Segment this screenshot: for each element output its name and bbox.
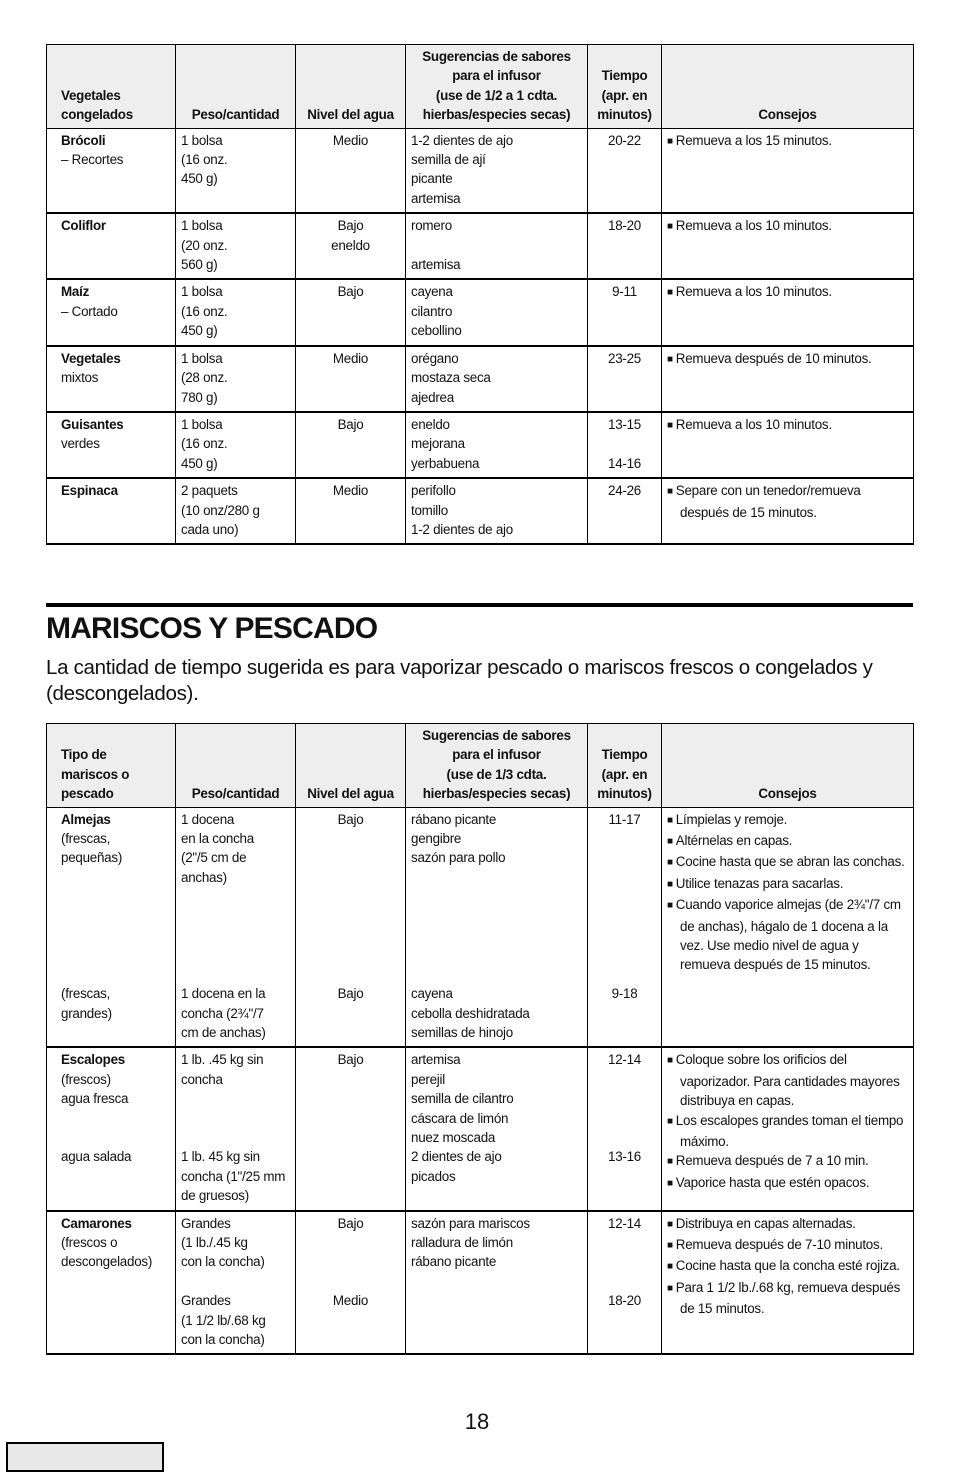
cell-line [61,868,170,887]
cell-flavors [406,807,588,1047]
tip-bullet: ■ Límpielas y remoje. [667,810,908,831]
cell-line [181,1128,290,1147]
header-line: Nivel del agua [307,786,394,802]
footer-box [6,1442,164,1472]
cell-line: 450 g) [181,323,218,339]
cell-line [61,887,170,906]
header-col4 [406,45,588,129]
cell-line: rábano picante [411,811,497,827]
tip-bullet: ■ Remueva a los 15 minutos. [667,131,908,152]
cell-line: mejorana [411,436,465,452]
cell-line [593,868,656,887]
tip-bullet: ■ Remueva a los 10 minutos. [667,216,908,237]
tip-bullet: ■ Remueva a los 10 minutos. [667,282,908,303]
cell-line: (frescas, [61,831,111,847]
cell-line: 9-11 [612,284,637,300]
tip-bullet: ■ Remueva después de 10 minutos. [667,349,908,370]
cell-flavors [406,412,588,478]
cell-line: 2 paquets [181,483,238,499]
cell-line [301,907,400,926]
cell-tips [662,128,914,213]
cell-line: picados [411,1168,456,1184]
cell-line [301,1233,400,1252]
tip-bullet: ■ Cocine hasta que la concha esté rojiza. [667,1256,908,1277]
cell-line: 1 lb. 45 kg sin [181,1149,260,1165]
cell-weight [176,279,296,345]
cell-line: (16 onz. [181,303,228,319]
cell-time [588,1211,662,1355]
cell-water [296,478,406,544]
cell-line [181,965,290,984]
table-row [47,1047,914,1210]
cell-line: 450 g) [181,455,218,471]
table-row [47,279,914,345]
cell-line: 13-16 [608,1149,641,1165]
section-intro: La cantidad de tiempo sugerida es para vaporizar pescado o mariscos frescos o congelados y (descongelados). [46,656,873,705]
cell-line: 1 docena [181,811,235,827]
cell-time [588,346,662,412]
cell-line: 11-17 [608,811,641,827]
cell-time [588,807,662,1047]
cell-line: cm de anchas) [181,1025,266,1041]
cell-time [588,1047,662,1210]
cell-line: 20-22 [608,132,641,148]
section-divider [46,603,913,607]
cell-line: 24-26 [608,483,641,499]
cell-line: 2 dientes de ajo [411,1149,502,1165]
cell-line: pequeñas) [61,850,123,866]
cell-line: 18-20 [608,218,641,234]
cell-line [61,965,170,984]
cell-flavors [406,279,588,345]
tip-bullet: ■ Separe con un tenedor/remueva después de 15 minutos. [667,481,908,522]
cell-line: artemisa [411,190,461,206]
cell-line: nuez moscada [411,1130,496,1146]
table-row [47,478,914,544]
header-line: (use de 1/2 a 1 cdta. [435,87,558,103]
cell-line: con la concha) [181,1332,265,1348]
header-line: minutos) [597,786,652,802]
cell-line: sazón para mariscos [411,1215,530,1231]
cell-line: artemisa [411,257,461,273]
cell-line: 780 g) [181,389,218,405]
cell-weight [176,412,296,478]
header-line: Nivel del agua [307,107,394,123]
cell-line [61,926,170,945]
table-row [47,346,914,412]
cell-line: cilantro [411,303,453,319]
header-col3 [296,724,406,808]
header-line: mariscos o [61,766,130,782]
header-line: Peso/cantidad [191,107,280,123]
cell-tips [662,478,914,544]
cell-line [593,1272,656,1291]
tip-bullet: ■ Vaporice hasta que estén opacos. [667,1173,908,1194]
cell-line: 1 lb. .45 kg sin [181,1052,264,1068]
cell-line: semilla de ají [411,152,486,168]
cell-line: yerbabuena [411,455,480,471]
cell-time [588,128,662,213]
cell-flavors [406,1047,588,1210]
header-col6 [662,724,914,808]
cell-line: Medio [332,350,369,366]
cell-line [411,926,582,945]
cell-line: 9-18 [611,986,638,1002]
cell-line: 1 bolsa [181,132,223,148]
cell-tips [662,1211,914,1355]
cell-flavors [406,128,588,213]
header-col5 [588,724,662,808]
cell-name [47,346,176,412]
tip-bullet: ■ Cuando vaporice almejas (de 2¾"/7 cm de anchas), hágalo de 1 docena a la vez. Use medio nivel de agua y remueva después de 15 minutos. [667,895,908,975]
cell-line: Bajo [337,218,364,234]
cell-line [593,907,656,926]
cell-tips [662,412,914,478]
table-row [47,128,914,213]
tip-bullet: ■ Coloque sobre los orificios del vaporizador. Para cantidades mayores distribuya en capas. [667,1050,908,1110]
tip-bullet: ■ Altérnelas en capas. [667,831,908,852]
cell-line: 560 g) [181,257,218,273]
cell-line: 12-14 [608,1215,641,1231]
header-line: Sugerencias de sabores [422,728,571,743]
cell-line: cayena [411,986,453,1002]
cell-tips [662,1047,914,1210]
cell-line [411,236,582,255]
cell-time [588,279,662,345]
cell-line: Medio [332,1293,369,1309]
cell-line: 18-20 [608,1293,641,1309]
cell-line [593,1089,656,1108]
cell-weight [176,807,296,1047]
cell-line [301,1252,400,1271]
cell-line [593,1128,656,1147]
header-line: (apr. en [601,766,648,782]
cell-line: 1 bolsa [181,218,223,234]
cell-name [47,412,176,478]
header-line: para el infusor [452,747,541,763]
cell-tips [662,213,914,279]
section-title: MARISCOS Y PESCADO [46,612,378,645]
cell-line: romero [411,218,452,234]
cell-weight [176,128,296,213]
table-header-row [47,45,914,129]
cell-name [47,128,176,213]
header-line: congelados [61,107,133,123]
cell-line: semillas de hinojo [411,1025,513,1040]
cell-line: verdes [61,436,100,452]
cell-line [593,945,656,964]
cell-line [301,848,400,867]
cell-line [411,907,582,926]
header-line: Consejos [758,107,817,123]
cell-line [61,1109,170,1128]
cell-line: 13-15 [608,416,641,432]
cell-line: picante [411,171,453,187]
cell-line: artemisa [411,1052,461,1068]
cell-line: – Cortado [61,303,118,319]
cell-line [181,945,290,964]
cell-line [181,907,290,926]
cell-line: 14-16 [608,455,641,471]
cell-line: Guisantes [61,416,124,432]
cell-line: de gruesos) [181,1188,249,1204]
cell-tips [662,346,914,412]
cell-water [296,213,406,279]
cell-line: descongelados) [61,1254,153,1270]
cell-line: (16 onz. [181,436,228,452]
cell-line: cebollino [411,323,462,339]
header-col4 [406,724,588,808]
header-col1 [47,45,176,129]
table-row [47,213,914,279]
cell-line [593,926,656,945]
tip-bullet: ■ Distribuya en capas alternadas. [667,1214,908,1235]
cell-line: ralladura de limón [411,1235,513,1251]
cell-line: concha (2¾"/7 [181,1005,264,1021]
cell-line: Brócoli [61,132,106,148]
tip-bullet: ■ Remueva después de 7-10 minutos. [667,1235,908,1256]
header-line: (use de 1/3 cdta. [446,766,547,782]
cell-weight [176,1047,296,1210]
cell-flavors [406,1211,588,1355]
cell-name [47,478,176,544]
cell-line: mixtos [61,370,99,386]
cell-water [296,1047,406,1210]
cell-line [181,1089,290,1108]
table-header-row [47,724,914,808]
header-line: Sugerencias de sabores [422,49,571,64]
header-line: Tipo de [61,747,107,763]
cell-line: Medio [332,132,369,148]
header-line: Tiempo [601,747,648,763]
cell-line: Grandes [181,1293,231,1309]
cell-line: Vegetales [61,350,121,366]
cell-line: (frescas, [61,986,111,1002]
page-number: 18 [464,1409,490,1434]
cell-line [301,926,400,945]
cell-line: perejil [411,1071,445,1087]
cell-line: 1 bolsa [181,350,223,366]
header-col1 [47,724,176,808]
cell-line: concha [181,1071,223,1087]
header-line: Tiempo [601,68,648,84]
cell-water [296,279,406,345]
cell-water [296,128,406,213]
cell-name [47,279,176,345]
cell-line [593,887,656,906]
header-col5 [588,45,662,129]
cell-line: perifollo [411,483,456,499]
cell-line [181,926,290,945]
cell-line: – Recortes [61,152,124,168]
cell-name [47,807,176,1047]
cell-line [411,887,582,906]
cell-line [593,1233,656,1252]
cell-weight [176,213,296,279]
cell-line: rábano picante [411,1254,497,1270]
cell-line: Almejas [61,811,111,827]
cell-line: 1-2 dientes de ajo [411,132,513,148]
cell-water [296,1211,406,1355]
cell-line [411,868,582,887]
cell-line [593,1070,656,1089]
cell-line: Bajo [337,416,364,432]
cell-line: orégano [411,350,459,366]
cell-line: Bajo [337,1052,364,1068]
cell-line: cáscara de limón [411,1110,509,1126]
cell-line: cada uno) [181,521,239,537]
cell-line: (16 onz. [181,152,228,168]
cell-line [301,1272,400,1291]
cell-line [411,945,582,964]
cell-tips [662,279,914,345]
cell-line [301,829,400,848]
cell-name [47,1047,176,1210]
cell-line [593,1252,656,1271]
cell-line: 1 bolsa [181,416,223,432]
header-line: Consejos [758,786,817,802]
cell-line [181,887,290,906]
cell-weight [176,478,296,544]
cell-line: cebolla deshidratada [411,1005,530,1021]
cell-line: semilla de cilantro [411,1091,514,1107]
header-line: minutos) [597,107,652,123]
cell-line [181,1272,290,1291]
cell-line: Maíz [61,284,90,300]
cell-line: (1 1/2 lb/.68 kg [181,1312,266,1328]
cell-line [61,1128,170,1147]
header-line: Peso/cantidad [191,786,280,802]
cell-line [593,965,656,984]
cell-line: Medio [332,483,369,499]
cell-line [593,829,656,848]
cell-line: concha (1"/25 mm [181,1168,286,1184]
tip-bullet: ■ Utilice tenazas para sacarlas. [667,874,908,895]
cell-line: 1-2 dientes de ajo [411,521,513,537]
cell-line: Coliflor [61,218,106,234]
cell-water [296,346,406,412]
header-line: hierbas/especies secas) [422,786,571,802]
cell-line: Escalopes [61,1052,125,1068]
cell-line [181,1109,290,1128]
cell-line: agua fresca [61,1091,129,1107]
cell-line [593,1109,656,1128]
header-col6 [662,45,914,129]
frozen-vegetables-table [46,44,914,545]
cell-line: con la concha) [181,1254,265,1270]
cell-time [588,412,662,478]
tip-bullet: ■ Remueva después de 7 a 10 min. [667,1151,908,1172]
cell-tips [662,807,914,1047]
cell-line: gengibre [411,831,462,847]
cell-time [588,213,662,279]
cell-line [593,848,656,867]
header-col3 [296,45,406,129]
cell-weight [176,1211,296,1355]
cell-line: Bajo [337,986,364,1002]
cell-line: (frescos o [61,1235,118,1251]
header-col2 [176,45,296,129]
cell-line [301,965,400,984]
header-line: pescado [61,786,114,802]
cell-line: (1 lb./.45 kg [181,1235,248,1251]
cell-flavors [406,478,588,544]
cell-line [593,434,656,453]
cell-line: (20 onz. [181,237,228,253]
cell-water [296,807,406,1047]
cell-line: (10 onz/280 g [181,502,260,518]
cell-line: Grandes [181,1215,231,1231]
cell-weight [176,346,296,412]
cell-line: 23-25 [608,350,641,366]
cell-line: agua salada [61,1149,132,1165]
header-line: (apr. en [601,87,648,103]
cell-line: 1 bolsa [181,284,223,300]
cell-time [588,478,662,544]
cell-line: 450 g) [181,171,218,187]
cell-line [61,945,170,964]
cell-line: en la concha [181,831,254,847]
tip-bullet: ■ Cocine hasta que se abran las conchas. [667,852,908,873]
cell-line: Bajo [337,811,364,827]
cell-line: (frescos) [61,1071,111,1087]
table-row [47,1211,914,1355]
cell-line: eneldo [331,237,370,253]
cell-line [301,945,400,964]
cell-line: mostaza seca [411,370,491,386]
cell-line: 12-14 [608,1052,641,1068]
header-col2 [176,724,296,808]
tip-bullet: ■ Los escalopes grandes toman el tiempo máximo. [667,1111,908,1152]
cell-line: 1 docena en la [181,986,266,1002]
cell-line: cayena [411,284,453,300]
cell-line: Camarones [61,1215,132,1231]
table-row [47,412,914,478]
cell-line [411,965,582,984]
cell-line: (2"/5 cm de [181,850,247,866]
header-line: hierbas/especies secas) [422,107,571,123]
cell-line: Espinaca [61,483,118,499]
cell-line [301,887,400,906]
cell-line: eneldo [411,416,450,432]
cell-flavors [406,346,588,412]
table-row [47,807,914,1047]
cell-name [47,1211,176,1355]
cell-line: Bajo [337,284,364,300]
cell-name [47,213,176,279]
header-line: Vegetales [61,87,121,103]
cell-line: ajedrea [411,389,454,405]
tip-bullet: ■ Para 1 1/2 lb./.68 kg, remueva después de 15 minutos. [667,1278,908,1319]
header-line: para el infusor [452,68,541,84]
cell-line [61,907,170,926]
cell-water [296,412,406,478]
cell-line: (28 onz. [181,370,228,386]
cell-line [301,868,400,887]
cell-line: grandes) [61,1005,112,1021]
cell-flavors [406,213,588,279]
seafood-table [46,723,914,1355]
cell-line: tomillo [411,502,448,518]
tip-bullet: ■ Remueva a los 10 minutos. [667,415,908,436]
cell-line: sazón para pollo [411,850,506,866]
cell-line: Bajo [337,1215,364,1231]
cell-line: anchas) [181,869,227,885]
